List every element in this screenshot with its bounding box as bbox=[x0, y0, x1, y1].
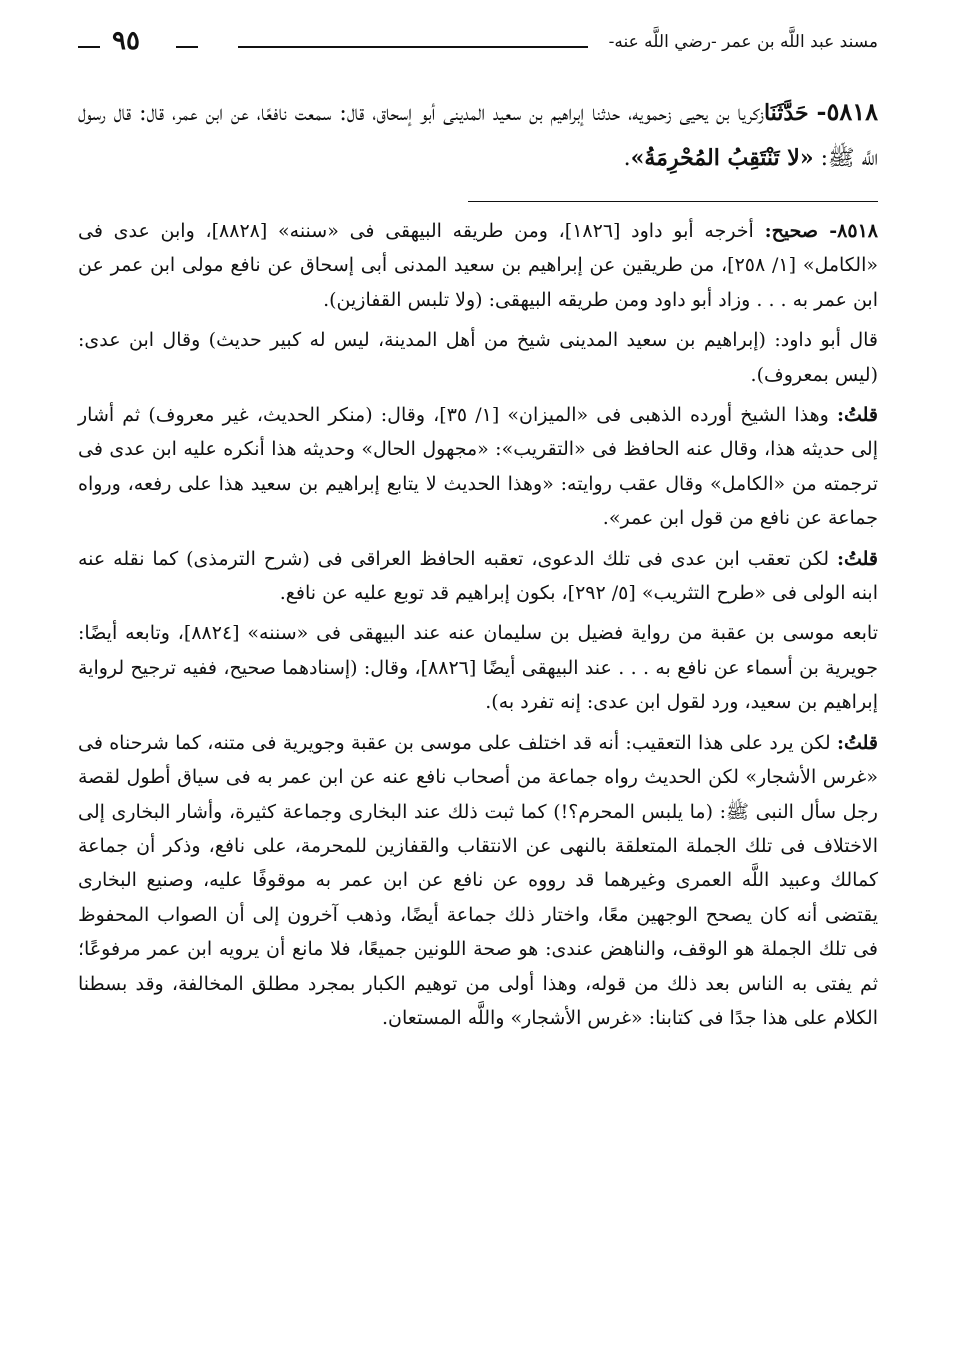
qultu-label: قلتُ: bbox=[836, 404, 878, 427]
hadith-text bbox=[78, 90, 878, 181]
hadith-end: . bbox=[623, 146, 631, 171]
header-rule bbox=[238, 46, 588, 48]
footnote-separator bbox=[468, 201, 878, 202]
commentary-paragraph bbox=[78, 542, 878, 611]
paragraph-text: لكن تعقب ابن عدى فى تلك الدعوى، تعقبه الحافظ العراقى فى (شرح الترمذى) كما نقله عنه ابنه الولى فى «طرح التثريب» [٥/ ٢٩٢]، بكون إبراهيم قد توبع عليه عن نافع. bbox=[78, 547, 878, 605]
paragraph-text: لكن يرد على هذا التعقيب: أنه قد اختلف على موسى بن عقبة وجويرية فى متنه، كما شرحناه فى «غرس الأشجار» لكن الحديث رواه جماعة من أصحاب نافع عنه عن ابن عمر به فى سياق أطول لقصة رجل سأل النبى ﷺ: (ما يلبس المحرم؟!) كما ثبت ذلك عند البخارى وجماعة كثيرة، وأشار البخارى إلى الاختلاف فى تلك الجملة المتعلقة بالنهى عن الانتقاب والقفازين للمحرمة، على نافع، وذكر أن جماعة كمالك وعبيد اللَّه العمرى وغيرهما قد رووه عن نافع عن ابن عمر به موقوفًا عليه، وصنيع البخارى يقتضى أنه كان يصحح الوجهين معًا، واختار ذلك جماعة أيضًا، وذهب آخرون إلى أن الصواب المحفوظ فى تلك الجملة هو الوقف، والناهض عندى: هو صحة اللونين جميعًا، فلا مانع أن يرويه ابن عمر مرفوعًا؛ ثم يفتى به الناس بعد ذلك من قوله، وهذا أولى من توهيم الكبار بمجرد مطلق المخالفة، وقد بسطنا الكلام على هذا جدًا فى كتابنا: «غرس الأشجار» واللَّه المستعان. bbox=[78, 731, 878, 1029]
hadith-haddathana: حَدَّثَنَا bbox=[763, 100, 809, 126]
commentary-paragraph bbox=[78, 726, 878, 1036]
hadith-matn: «لا تَنْتَقِبُ المُحْرِمَةُ» bbox=[630, 145, 814, 171]
paragraph-text: وهذا الشيخ أورده الذهبى فى «الميزان» [١/ ٣٥]، وقال: (منكر الحديث، غير معروف) ثم أشار إلى حديثه هذا، وقال عنه الحافظ فى «التقريب»: «مجهول الحال» وحديثه هذا أنكره عليه ابن عدى فى ترجمته من «الكامل» وقال عقب روايته: «وهذا الحديث لا يتابع إبراهيم بن سعيد هذا على رفعه، ورواه جماعة عن نافع من قول ابن عمر». bbox=[78, 404, 878, 530]
header-dash bbox=[176, 46, 198, 48]
page-number: ٩٥ bbox=[112, 26, 140, 56]
commentary-paragraph bbox=[78, 398, 878, 536]
hadith-number: ٥٨١٨- bbox=[816, 97, 879, 126]
paragraph-text: تابعه موسى بن عقبة من رواية فضيل بن سليمان عنه عند البيهقى فى «سننه» [٨٨٢٤]، وتابعه أيضًا: جويرية بن أسماء عن نافع به . . . عند البيهقى أيضًا [٨٨٢٦]، وقال: (إسنادهما صحيح، ففيه ترجيح لرواية إبراهيم بن سعيد، ورد لقول ابن عدى: إنه تفرد به). bbox=[78, 622, 878, 714]
qultu-label: قلتُ: bbox=[836, 731, 878, 754]
commentary-paragraph bbox=[78, 616, 878, 719]
running-title: مسند عبد اللَّه بن عمر -رضي اللَّه عنه- bbox=[608, 32, 878, 52]
header-dash bbox=[78, 46, 100, 48]
page-header bbox=[78, 28, 878, 68]
paragraph-text: قال أبو داود: (إبراهيم بن سعيد المدينى شيخ من أهل المدينة، ليس له كبير حديث) وقال ابن عدى: (ليس بمعروف). bbox=[78, 329, 878, 386]
hadith-isnad: زكريا بن يحيى زحمويه، حدثنا إبراهيم بن سعيد المدينى أبو إسحاق، قال: سمعت نافعًا، عن ابن عمر، قال: قال رسول اللَّه ﷺ: bbox=[78, 101, 878, 171]
commentary-paragraph bbox=[78, 323, 878, 392]
commentary bbox=[78, 214, 878, 1041]
grading-label: ٨٥١٨- صحيح: bbox=[764, 220, 878, 242]
qultu-label: قلتُ: bbox=[836, 547, 878, 570]
paragraph-text: أخرجه أبو داود [١٨٢٦]، ومن طريقه البيهقى فى «سننه» [٨٨٢٨]، وابن عدى فى «الكامل» [١/ ٢٥٨]، من طريقين عن إبراهيم بن سعيد المدنى أبى إسحاق عن نافع مولى ابن عمر عن ابن عمر به . . . وزاد أبو داود ومن طريقه البيهقى: (ولا تلبس القفازين). bbox=[78, 220, 878, 311]
commentary-paragraph bbox=[78, 214, 878, 317]
